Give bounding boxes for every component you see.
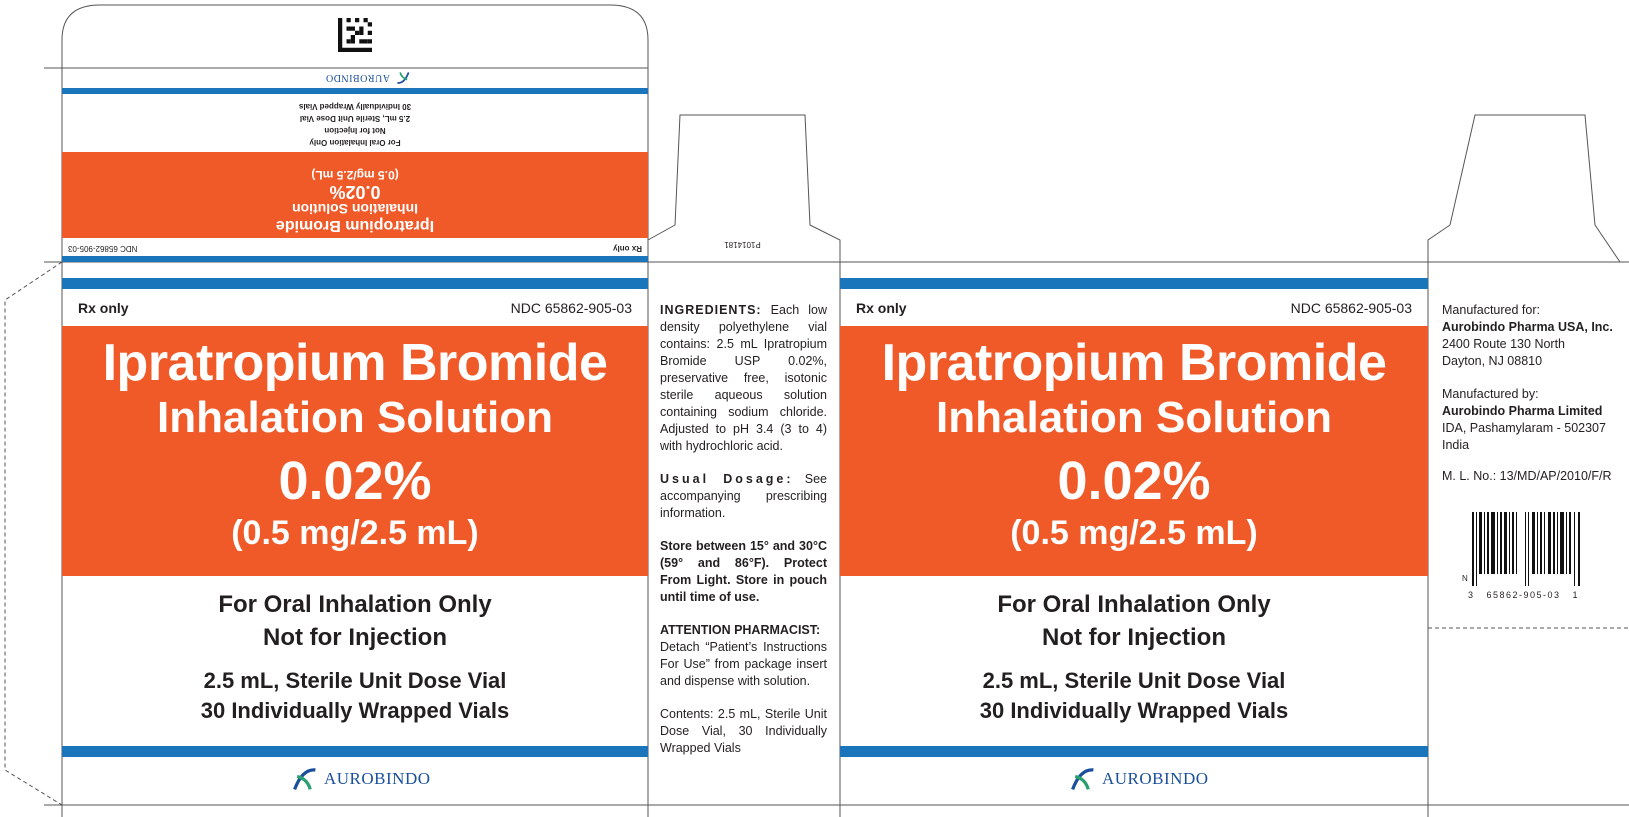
strength-sub: (0.5 mg/2.5 mL) — [231, 514, 479, 552]
top-flap-logo: AUROBINDO — [326, 71, 411, 85]
rx-only-label: Rx only — [856, 300, 907, 316]
top-flap-rx: Rx only — [613, 244, 642, 253]
mfd-for-addr2: Dayton, NJ 08810 — [1442, 354, 1543, 368]
product-name-line1: Ipratropium Bromide — [102, 334, 608, 392]
aurobindo-logo-icon — [292, 766, 318, 792]
strength: 0.02% — [278, 451, 432, 511]
aurobindo-logo-icon — [396, 71, 410, 85]
ingredients-heading: INGREDIENTS: — [660, 303, 762, 317]
attention-text: Detach “Patient’s Instructions For Use” from package insert and dispense with solution. — [660, 640, 827, 688]
side-panel — [660, 302, 827, 757]
mfd-by-name: Aurobindo Pharma Limited — [1442, 404, 1603, 418]
mfd-for-label: Manufactured for: — [1442, 303, 1540, 317]
top-flap-route2: Not for Injection — [324, 126, 386, 135]
mfd-for-addr1: 2400 Route 130 North — [1442, 337, 1566, 351]
pack-line1: 2.5 mL, Sterile Unit Dose Vial — [203, 668, 507, 693]
tuck-flap-code: P1014181 — [724, 240, 761, 249]
barcode-n: N — [1462, 574, 1468, 583]
top-flap-strength-sub: (0.5 mg/2.5 mL) — [311, 168, 399, 182]
strength: 0.02% — [1057, 451, 1211, 511]
mfd-for-name: Aurobindo Pharma USA, Inc. — [1442, 320, 1613, 334]
route-line1: For Oral Inhalation Only — [218, 591, 492, 618]
top-flap-route1: For Oral Inhalation Only — [309, 138, 401, 147]
route-line2: Not for Injection — [1042, 624, 1226, 651]
front-panel-right — [840, 262, 1428, 817]
mfd-by-label: Manufactured by: — [1442, 387, 1539, 401]
aurobindo-logo: AUROBINDO — [1070, 766, 1209, 792]
storage-text: Store between 15° and 30°C (59° and 86°F). Protect From Light. Store in pouch until time of use. — [660, 539, 827, 604]
dosage-text: See accompanying prescribing information. — [660, 472, 827, 520]
strength-sub: (0.5 mg/2.5 mL) — [1010, 514, 1258, 552]
ml-number: M. L. No.: 13/MD/AP/2010/F/R — [1442, 469, 1612, 483]
pack-line1: 2.5 mL, Sterile Unit Dose Vial — [982, 668, 1286, 693]
top-flap-strength: 0.02% — [329, 182, 381, 202]
front-panel-left — [62, 262, 648, 817]
mfd-by-addr1: IDA, Pashamylaram - 502307 — [1442, 421, 1606, 435]
ingredients-text: Each low density polyethylene vial contains: 2.5 mL Ipratropium Bromide USP 0.02%, preservative free, isotonic sterile aqueous solution containing sodium chloride. Adjusted to pH 3.4 (3 to 4) with hydrochloric acid. — [660, 303, 827, 453]
aurobindo-logo-icon — [1070, 766, 1096, 792]
top-flap-pack2: 30 Individually Wrapped Vials — [298, 102, 412, 111]
aurobindo-logo: AUROBINDO — [292, 766, 431, 792]
route-line2: Not for Injection — [263, 624, 447, 651]
dosage-heading: Usual Dosage: — [660, 472, 794, 486]
pack-line2: 30 Individually Wrapped Vials — [200, 698, 510, 723]
mfd-by-addr2: India — [1442, 438, 1470, 452]
upc-barcode-icon — [1470, 512, 1590, 586]
top-flap-name-line2: Inhalation Solution — [292, 201, 418, 217]
manufacturer-panel — [1442, 302, 1626, 485]
rx-only-label: Rx only — [78, 300, 129, 316]
product-name-line1: Ipratropium Bromide — [881, 334, 1387, 392]
top-flap-ndc: NDC 65862-905-03 — [68, 244, 138, 253]
pack-line2: 30 Individually Wrapped Vials — [979, 698, 1289, 723]
top-flap — [62, 68, 648, 262]
contents-text: Contents: 2.5 mL, Sterile Unit Dose Vial, 30 Individually Wrapped Vials — [660, 707, 827, 755]
top-flap-pack1: 2.5 mL, Sterile Unit Dose Vial — [299, 114, 411, 123]
product-name-line2: Inhalation Solution — [157, 393, 553, 442]
route-line1: For Oral Inhalation Only — [997, 591, 1271, 618]
product-name-line2: Inhalation Solution — [936, 393, 1332, 442]
top-flap-name-line1: Ipratropium Bromide — [275, 217, 435, 234]
datamatrix-code-icon — [338, 18, 372, 52]
attention-heading: ATTENTION PHARMACIST: — [660, 623, 821, 637]
ndc-label: NDC 65862-905-03 — [1290, 300, 1412, 316]
barcode-digits: 3 65862-905-03 1 — [1468, 590, 1580, 600]
ndc-label: NDC 65862-905-03 — [510, 300, 632, 316]
